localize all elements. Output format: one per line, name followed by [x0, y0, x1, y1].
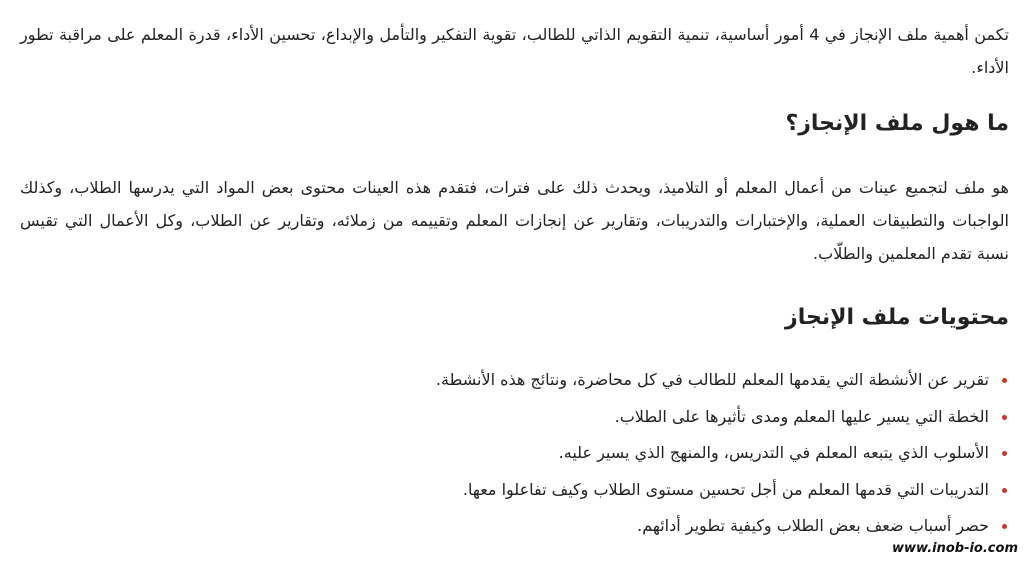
bullet-icon: [1002, 378, 1007, 383]
section-heading-contents: محتويات ملف الإنجاز: [785, 305, 1009, 330]
list-item-text: تقرير عن الأنشطة التي يقدمها المعلم للطالب في كل محاضرة، ونتائج هذه الأنشطة.: [435, 370, 989, 389]
list-item-text: الأسلوب الذي يتبعه المعلم في التدريس، والمنهج الذي يسير عليه.: [558, 443, 989, 462]
list-item-text: الخطة التي يسير عليها المعلم ومدى تأثيرها على الطلاب.: [614, 406, 989, 426]
list-item: [20, 362, 1009, 399]
list-item-text: التدريبات التي قدمها المعلم من أجل تحسين مستوى الطلاب وكيف تفاعلوا معها.: [462, 479, 989, 499]
bullet-icon: [1002, 524, 1007, 529]
intro-paragraph: تكمن أهمية ملف الإنجاز في 4 أمور أساسية، تنمية التقويم الذاتي للطالب، تقوية التفكير والتأمل والإبداع، تحسين الأداء، قدرة المعلم على مراقبة تطور الأداء.: [20, 25, 1009, 77]
list-item-text: حصر أسباب ضعف بعض الطلاب وكيفية تطوير أدائهم.: [637, 516, 989, 535]
definition-paragraph: هو ملف لتجميع عينات من أعمال المعلم أو التلاميذ، ويحدث ذلك على فترات، فتقدم هذه العينات محتوى بعض المواد التي يدرسها الطلاب، وكذلك الواجبات والتطبيقات العملية، والإختبارات والتدريبات، وتقارير عن إنجازات المعلم وتقييمه من زملائه، وتقارير عن الطلاب، وكل الأعمال التي تقيس نسبة تقدم المعلمين والطلّاب.: [20, 178, 1009, 263]
contents-list: [20, 362, 1009, 545]
bullet-icon: [1002, 488, 1007, 493]
bullet-icon: [1002, 415, 1007, 420]
list-item: [20, 399, 1009, 436]
list-item: [20, 472, 1009, 509]
section-heading-what-is: ما هول ملف الإنجاز؟: [785, 111, 1009, 136]
list-item: [20, 435, 1009, 472]
site-watermark: www.inob-io.com: [892, 541, 1018, 556]
list-item: [20, 508, 1009, 545]
bullet-icon: [1002, 451, 1007, 456]
